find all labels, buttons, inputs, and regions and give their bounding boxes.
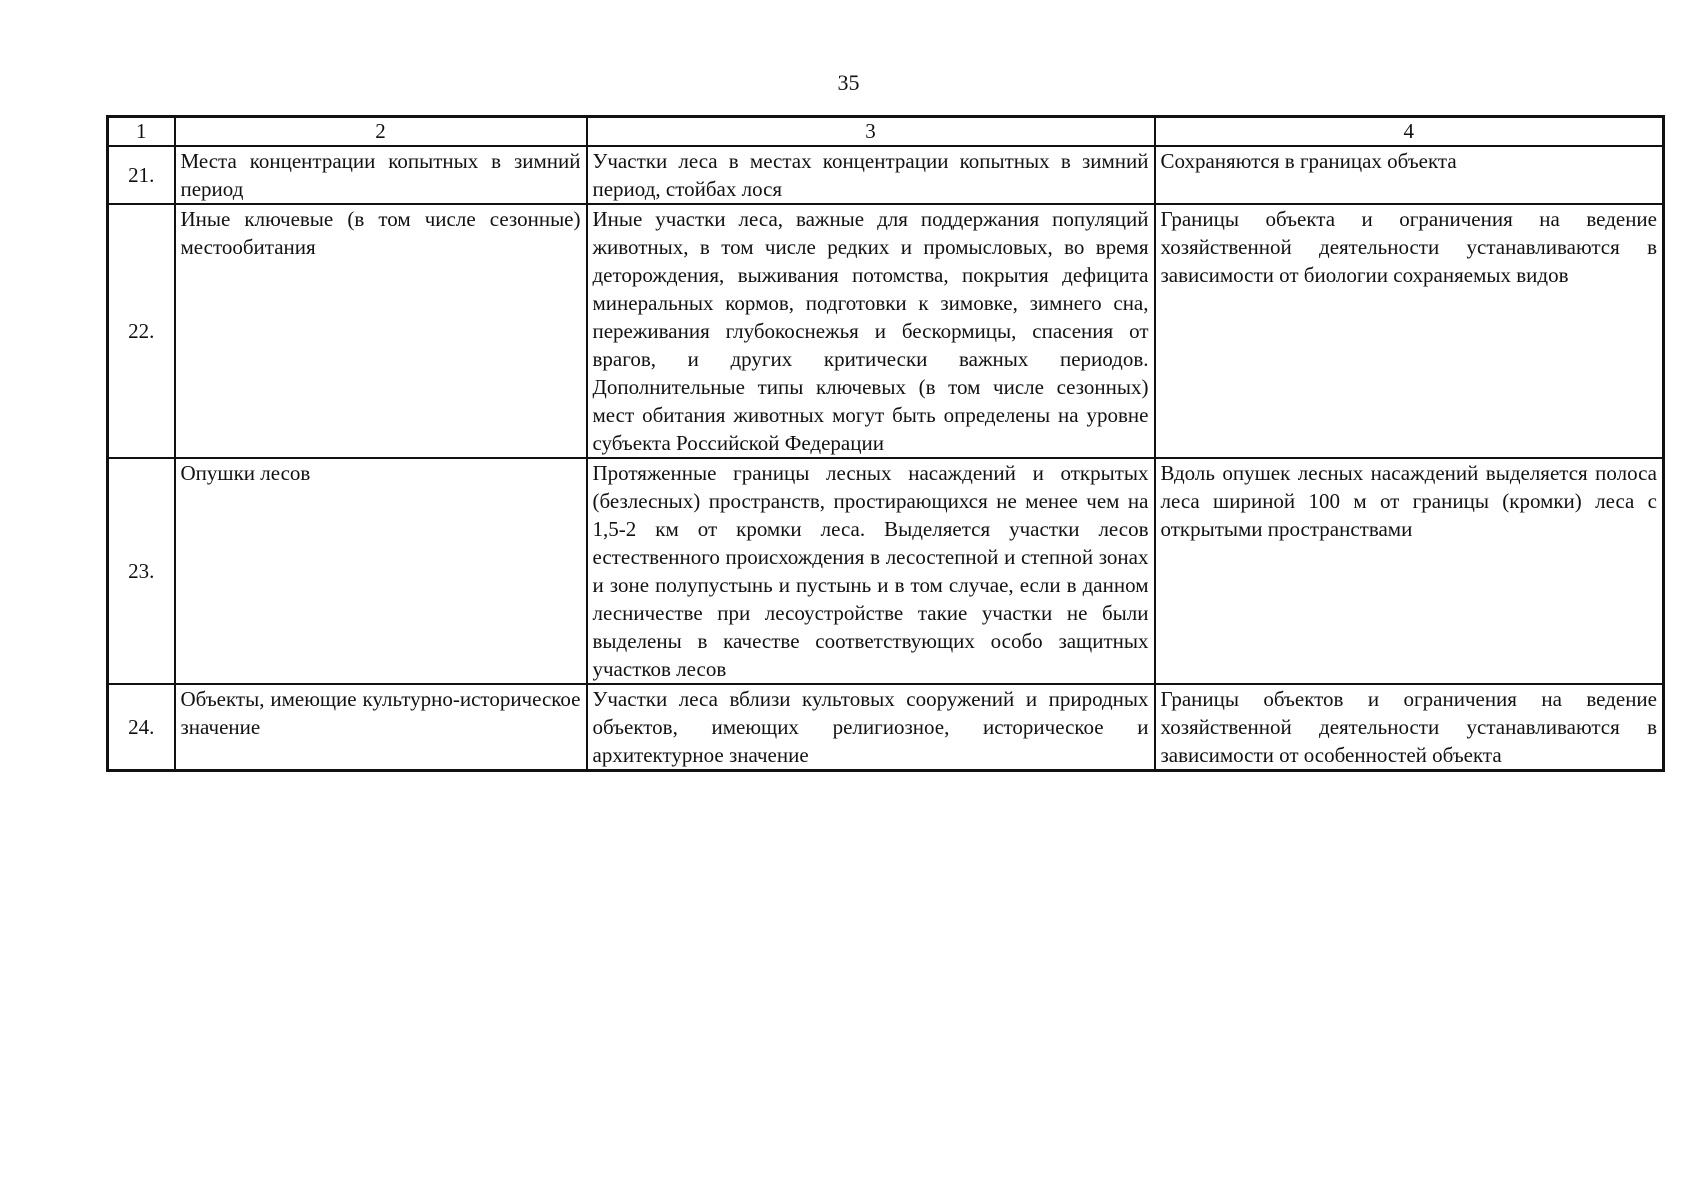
table-header	[108, 117, 1664, 147]
table-body	[108, 146, 1664, 771]
description-cell: Протяженные границы лесных насаждений и открытых (безлесных) пространств, простирающихся не менее чем на 1,5-2 км от кромки леса. Выделяется участки лесов естественного происхождения в лесостепной и степной зонах и зоне полупустынь и пустынь и в том случае, если в данном лесничестве при лесоустройстве такие участки не были выделены в качестве соответствующих особо защитных участков лесов	[587, 458, 1155, 684]
header-col-3: 3	[587, 117, 1155, 147]
row-number: 23.	[108, 458, 175, 684]
table-row	[108, 146, 1664, 204]
page-number: 35	[837, 70, 860, 95]
object-type-cell: Объекты, имеющие культурно-историческое значение	[175, 684, 587, 771]
row-number: 22.	[108, 204, 175, 458]
regime-cell: Сохраняются в границах объекта	[1155, 146, 1664, 204]
header-col-1: 1	[108, 117, 175, 147]
regime-cell: Границы объекта и ограничения на ведение хозяйственной деятельности устанавливаются в зависимости от биологии сохраняемых видов	[1155, 204, 1664, 458]
regime-cell: Границы объектов и ограничения на ведение хозяйственной деятельности устанавливаются в зависимости от особенностей объекта	[1155, 684, 1664, 771]
description-cell: Иные участки леса, важные для поддержания популяций животных, в том числе редких и промысловых, во время деторождения, выживания потомства, покрытия дефицита минеральных кормов, подготовки к зимовке, зимнего сна, переживания глубокоснежья и бескормицы, спасения от врагов, и других критически важных периодов. Дополнительные типы ключевых (в том числе сезонных) мест обитания животных могут быть определены на уровне субъекта Российской Федерации	[587, 204, 1155, 458]
table-row	[108, 684, 1664, 771]
object-type-cell: Иные ключевые (в том числе сезонные) местообитания	[175, 204, 587, 458]
row-number: 24.	[108, 684, 175, 771]
document-table	[106, 115, 1665, 772]
object-type-cell: Места концентрации копытных в зимний период	[175, 146, 587, 204]
header-row	[108, 117, 1664, 147]
description-cell: Участки леса вблизи культовых сооружений и природных объектов, имеющих религиозное, историческое и архитектурное значение	[587, 684, 1155, 771]
header-col-4: 4	[1155, 117, 1664, 147]
header-col-2: 2	[175, 117, 587, 147]
table-row	[108, 204, 1664, 458]
description-cell: Участки леса в местах концентрации копытных в зимний период, стойбах лося	[587, 146, 1155, 204]
table-row	[108, 458, 1664, 684]
regime-cell: Вдоль опушек лесных насаждений выделяется полоса леса шириной 100 м от границы (кромки) леса с открытыми пространствами	[1155, 458, 1664, 684]
object-type-cell: Опушки лесов	[175, 458, 587, 684]
row-number: 21.	[108, 146, 175, 204]
